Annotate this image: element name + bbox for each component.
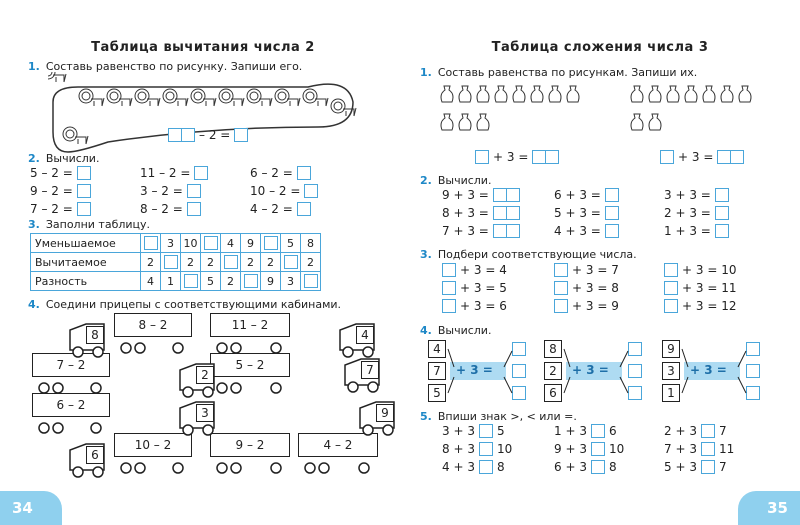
cell-answer-box[interactable] [144, 236, 158, 250]
left-page-title: Таблица вычитания числа 2 [91, 40, 315, 55]
expression-text: 1 + 3 [554, 424, 587, 438]
table-cell: 3 [281, 272, 301, 291]
equation-line [30, 166, 91, 180]
equation-line [664, 224, 729, 238]
arrow-lines [562, 340, 632, 410]
trailer-wheels [120, 339, 198, 358]
right-page [420, 0, 780, 490]
answer-box[interactable] [715, 206, 729, 220]
equation-text: 5 – 2 = [30, 166, 73, 180]
table-cell[interactable] [241, 272, 261, 291]
equation-text: + 3 = 11 [682, 281, 737, 295]
operation-label: + 3 = [690, 363, 727, 377]
table-cell: 3 [161, 234, 181, 253]
task-text: Составь равенство по рисунку. Запиши его. [45, 60, 303, 73]
equation-text: – 2 = [199, 128, 231, 142]
trailer-card[interactable]: 8 – 2 [114, 313, 192, 337]
operation-label: + 3 = [456, 363, 493, 377]
comparison-line [554, 442, 624, 456]
answer-box[interactable] [715, 224, 729, 238]
equation-line [140, 184, 201, 198]
equation-text: + 3 = 7 [572, 263, 619, 277]
right-task5-heading [420, 410, 577, 423]
equation-line [554, 299, 619, 313]
answer-box[interactable] [605, 188, 619, 202]
equation-line [554, 206, 619, 220]
task-text: Соедини прицепы с соответствующими кабинами. [45, 298, 342, 311]
compare-value: 10 [496, 442, 513, 456]
cell-answer-box[interactable] [164, 255, 178, 269]
table-row [31, 234, 321, 253]
answer-box[interactable] [77, 166, 91, 180]
trailer-card[interactable]: 10 – 2 [114, 433, 192, 457]
equation-text: 5 + 3 = [554, 206, 601, 220]
answer-box[interactable] [493, 224, 507, 238]
sign-box[interactable] [479, 442, 493, 456]
right-page-number: 35 [767, 499, 788, 517]
equation-line [30, 202, 91, 216]
table-cell: 4 [141, 272, 161, 291]
answer-box[interactable] [168, 128, 182, 142]
task-number: 4. [28, 298, 40, 311]
answer-box[interactable] [660, 150, 674, 164]
equation-text: 3 + 3 = [664, 188, 711, 202]
expression-text: 2 + 3 [664, 424, 697, 438]
task-number: 4. [420, 324, 432, 337]
answer-box[interactable] [506, 206, 520, 220]
comparison-line [554, 424, 617, 438]
sign-box[interactable] [479, 460, 493, 474]
task-text: Подбери соответствующие числа. [437, 248, 637, 261]
cell-answer-box[interactable] [264, 236, 278, 250]
task-number: 5. [420, 410, 432, 423]
answer-box[interactable] [664, 299, 678, 313]
table-cell[interactable] [161, 253, 181, 272]
table-cell: 2 [221, 272, 241, 291]
table-cell[interactable] [261, 234, 281, 253]
given-number-box: 7 [428, 362, 446, 380]
equation-line [442, 188, 520, 202]
table-cell: 4 [221, 234, 241, 253]
task-number: 2. [420, 174, 432, 187]
equation-line [664, 281, 736, 295]
equation-text: + 3 = 12 [682, 299, 737, 313]
table-cell: 5 [281, 234, 301, 253]
operation-label: + 3 = [572, 363, 609, 377]
task-number: 3. [420, 248, 432, 261]
equation-text: 10 – 2 = [250, 184, 301, 198]
given-number-box: 2 [544, 362, 562, 380]
equation-text: 8 + 3 = [442, 206, 489, 220]
equation-text: 11 – 2 = [140, 166, 191, 180]
right-task4-heading [420, 324, 491, 337]
equation-line [664, 206, 729, 220]
comparison-line [554, 460, 617, 474]
right-task3-heading [420, 248, 637, 261]
answer-box[interactable] [554, 299, 568, 313]
equation-line [664, 263, 736, 277]
given-number-box: 6 [544, 384, 562, 402]
given-number-box: 1 [662, 384, 680, 402]
answer-box[interactable] [664, 263, 678, 277]
comparison-line [442, 442, 512, 456]
compare-value: 10 [608, 442, 625, 456]
expression-text: 8 + 3 [442, 442, 475, 456]
trailer-wheels [216, 379, 296, 398]
answer-box[interactable] [715, 188, 729, 202]
answer-box[interactable] [717, 150, 731, 164]
cab-number: 9 [376, 404, 394, 422]
answer-box[interactable] [605, 206, 619, 220]
table-row [31, 272, 321, 291]
arrow-lines [446, 340, 516, 410]
equation-text: + 3 = 9 [572, 299, 619, 313]
trailer-card[interactable]: 7 – 2 [32, 353, 110, 377]
answer-box[interactable] [442, 263, 456, 277]
subtraction-table [30, 233, 321, 291]
expression-text: 3 + 3 [442, 424, 475, 438]
trailer-wheels [216, 459, 296, 478]
answer-box[interactable] [664, 281, 678, 295]
vases-picture [440, 84, 770, 142]
trailer-wheels [304, 459, 384, 478]
answer-box[interactable] [532, 150, 546, 164]
table-row [31, 253, 321, 272]
table-cell: 9 [261, 272, 281, 291]
left-page-number: 34 [12, 499, 33, 517]
equation-text: 4 – 2 = [250, 202, 293, 216]
table-cell[interactable] [181, 272, 201, 291]
comparison-line [664, 442, 734, 456]
equation-line [554, 281, 619, 295]
right-task2-heading [420, 174, 491, 187]
equation-line [250, 184, 318, 198]
equation-text: + 3 = 6 [460, 299, 507, 313]
equation-line [250, 202, 311, 216]
equation-text: + 3 = [678, 150, 714, 164]
equation-text: 7 – 2 = [30, 202, 73, 216]
sign-box[interactable] [701, 442, 715, 456]
compare-value: 8 [608, 460, 617, 474]
trailer-card[interactable]: 5 – 2 [210, 353, 290, 377]
equation-line [554, 188, 619, 202]
expression-text: 4 + 3 [442, 460, 475, 474]
table-cell: 8 [301, 234, 321, 253]
equation-text: 3 – 2 = [140, 184, 183, 198]
trailer-wheels [38, 419, 116, 438]
expression-text: 5 + 3 [664, 460, 697, 474]
equation-text: 6 + 3 = [554, 188, 601, 202]
right-page-title: Таблица сложения числа 3 [491, 40, 709, 55]
cell-answer-box[interactable] [304, 274, 318, 288]
cab-number: 8 [86, 326, 104, 344]
equation-line [442, 224, 520, 238]
cab-number: 6 [86, 446, 104, 464]
cell-answer-box[interactable] [244, 274, 258, 288]
sign-box[interactable] [701, 460, 715, 474]
equation-text: 7 + 3 = [442, 224, 489, 238]
equation-text: + 3 = [493, 150, 529, 164]
equation-text: + 3 = 4 [460, 263, 507, 277]
trailer-card[interactable]: 11 – 2 [210, 313, 290, 337]
table-cell: 2 [141, 253, 161, 272]
task-number: 3. [28, 218, 40, 231]
answer-box[interactable] [554, 263, 568, 277]
answer-box[interactable] [234, 128, 248, 142]
equation-line [250, 166, 311, 180]
equation-line [442, 299, 507, 313]
answer-box[interactable] [442, 281, 456, 295]
answer-box[interactable] [493, 188, 507, 202]
left-task3-heading [28, 218, 150, 231]
equation-text: 9 + 3 = [442, 188, 489, 202]
right-task1-eq2 [660, 150, 744, 164]
equation-line [442, 263, 507, 277]
left-task1-equation [168, 128, 248, 142]
answer-box[interactable] [297, 202, 311, 216]
given-number-box: 8 [544, 340, 562, 358]
answer-box[interactable] [77, 184, 91, 198]
cab-number: 3 [196, 404, 214, 422]
table-cell[interactable] [221, 253, 241, 272]
right-task1-eq1 [475, 150, 559, 164]
left-task2-heading [28, 152, 99, 165]
row-label: Уменьшаемое [31, 234, 141, 253]
table-cell[interactable] [281, 253, 301, 272]
cell-answer-box[interactable] [204, 236, 218, 250]
answer-box[interactable] [194, 166, 208, 180]
equation-text: 6 – 2 = [250, 166, 293, 180]
task-number: 1. [28, 60, 40, 73]
table-cell[interactable] [141, 234, 161, 253]
task-number: 2. [28, 152, 40, 165]
table-cell: 2 [181, 253, 201, 272]
table-cell[interactable] [201, 234, 221, 253]
table-cell: 1 [161, 272, 181, 291]
equation-line [30, 184, 91, 198]
answer-box[interactable] [493, 206, 507, 220]
answer-box[interactable] [181, 128, 195, 142]
trailer-card[interactable]: 4 – 2 [298, 433, 378, 457]
answer-box[interactable] [475, 150, 489, 164]
equation-line [140, 166, 208, 180]
answer-box[interactable] [545, 150, 559, 164]
task-text: Вычисли. [437, 324, 492, 337]
compare-value: 11 [718, 442, 735, 456]
equation-text: + 3 = 10 [682, 263, 737, 277]
answer-box[interactable] [297, 166, 311, 180]
task-text: Составь равенства по рисункам. Запиши их. [437, 66, 698, 79]
answer-box[interactable] [506, 188, 520, 202]
lions-picture [48, 72, 358, 157]
task-text: Заполни таблицу. [45, 218, 151, 231]
equation-text: 4 + 3 = [554, 224, 601, 238]
equation-text: 2 + 3 = [664, 206, 711, 220]
cell-answer-box[interactable] [284, 255, 298, 269]
sign-box[interactable] [479, 424, 493, 438]
task-text: Вычисли. [45, 152, 100, 165]
answer-box[interactable] [304, 184, 318, 198]
left-page [28, 0, 389, 490]
equation-line [554, 224, 619, 238]
sign-box[interactable] [701, 424, 715, 438]
answer-box[interactable] [187, 202, 201, 216]
compare-value: 5 [496, 424, 505, 438]
equation-text: 9 – 2 = [30, 184, 73, 198]
expression-text: 9 + 3 [554, 442, 587, 456]
answer-box[interactable] [554, 281, 568, 295]
right-task1-heading [420, 66, 697, 79]
comparison-line [442, 424, 505, 438]
table-cell: 2 [201, 253, 221, 272]
table-cell: 2 [261, 253, 281, 272]
comparison-line [664, 460, 727, 474]
equation-line [140, 202, 201, 216]
given-number-box: 4 [428, 340, 446, 358]
table-cell: 2 [241, 253, 261, 272]
compare-value: 7 [718, 460, 727, 474]
left-task4-heading [28, 298, 341, 311]
equation-line [664, 299, 736, 313]
given-number-box: 9 [662, 340, 680, 358]
cab-number: 7 [361, 361, 379, 379]
comparison-line [442, 460, 505, 474]
task-number: 1. [420, 66, 432, 79]
cab-number: 2 [196, 366, 214, 384]
trailer-card[interactable]: 6 – 2 [32, 393, 110, 417]
given-number-box: 3 [662, 362, 680, 380]
compare-value: 6 [608, 424, 617, 438]
table-cell: 9 [241, 234, 261, 253]
trailer-wheels [120, 459, 198, 478]
trailer-card[interactable]: 9 – 2 [210, 433, 290, 457]
task-text: Впиши знак >, < или =. [437, 410, 577, 423]
arrow-lines [680, 340, 750, 410]
task-text: Вычисли. [437, 174, 492, 187]
answer-box[interactable] [442, 299, 456, 313]
answer-box[interactable] [730, 150, 744, 164]
equation-line [442, 206, 520, 220]
answer-box[interactable] [77, 202, 91, 216]
compare-value: 8 [496, 460, 505, 474]
answer-box[interactable] [187, 184, 201, 198]
table-cell: 2 [301, 253, 321, 272]
answer-box[interactable] [605, 224, 619, 238]
equation-line [442, 281, 507, 295]
sign-box[interactable] [591, 460, 605, 474]
equation-text: 1 + 3 = [664, 224, 711, 238]
row-label: Разность [31, 272, 141, 291]
answer-box[interactable] [506, 224, 520, 238]
sign-box[interactable] [591, 442, 605, 456]
compare-value: 7 [718, 424, 727, 438]
cell-answer-box[interactable] [184, 274, 198, 288]
given-number-box: 5 [428, 384, 446, 402]
row-label: Вычитаемое [31, 253, 141, 272]
equation-text: + 3 = 8 [572, 281, 619, 295]
expression-text: 7 + 3 [664, 442, 697, 456]
comparison-line [664, 424, 727, 438]
table-cell: 10 [181, 234, 201, 253]
sign-box[interactable] [591, 424, 605, 438]
equation-text: + 3 = 5 [460, 281, 507, 295]
table-cell[interactable] [301, 272, 321, 291]
equation-text: 8 – 2 = [140, 202, 183, 216]
cell-answer-box[interactable] [224, 255, 238, 269]
table-cell: 5 [201, 272, 221, 291]
equation-line [554, 263, 619, 277]
cab-number: 4 [356, 326, 374, 344]
expression-text: 6 + 3 [554, 460, 587, 474]
equation-line [664, 188, 729, 202]
